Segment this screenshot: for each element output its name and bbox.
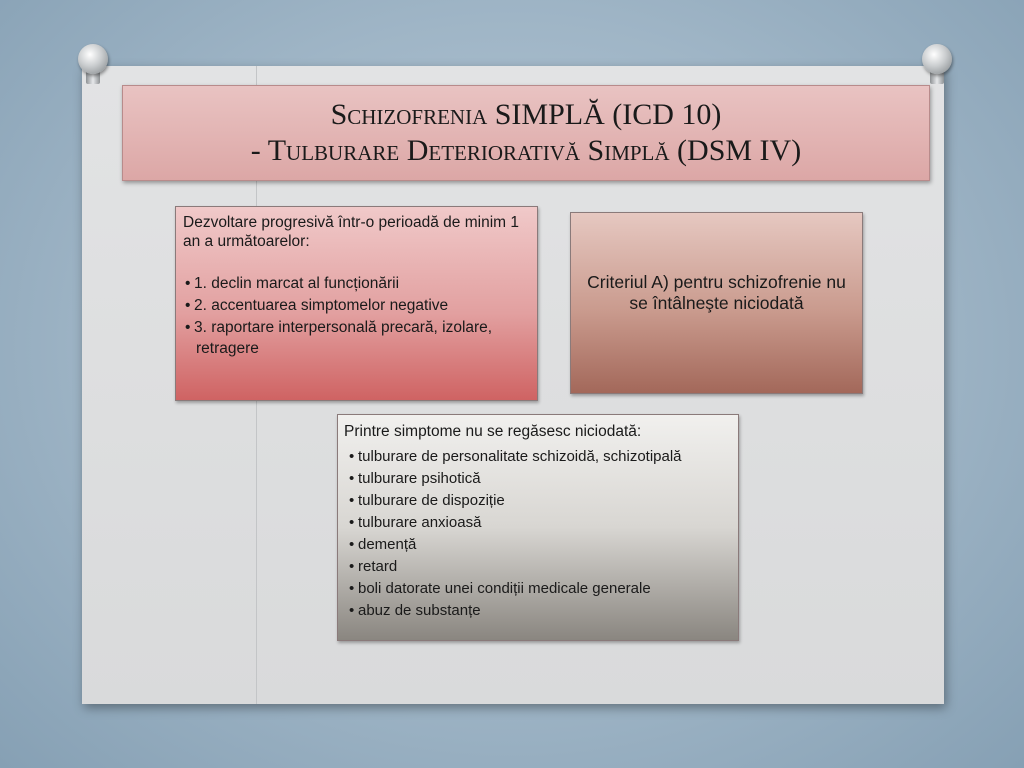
slide-title (122, 85, 930, 181)
list-item: • demență (349, 536, 417, 553)
list-item: • 3. raportare interpersonală precară, izolare, retragere (185, 319, 493, 357)
list-item: • tulburare psihotică (349, 470, 481, 487)
progression-box (175, 206, 538, 401)
progression-list (183, 273, 531, 359)
list-item: • boli datorate unei condiții medicale generale (349, 580, 651, 597)
list-item: • retard (349, 558, 398, 575)
list-item: • tulburare de dispoziție (349, 492, 505, 509)
list-item: • tulburare anxioasă (349, 514, 482, 531)
exclusion-heading: Printre simptome nu se regăsesc niciodată: (344, 423, 642, 440)
criterion-text: Criteriul A) pentru schizofrenie nu se întâlneşte niciodată (587, 272, 846, 313)
title-line-2: - Tulburare Deteriorativă Simplă (DSM IV) (250, 134, 802, 167)
exclusion-box (337, 414, 739, 641)
progression-heading: Dezvoltare progresivă într-o perioadă de minim 1 an a următoarelor: (183, 214, 519, 250)
pin-right-icon (922, 44, 952, 84)
exclusion-list (344, 447, 732, 621)
list-item: • 2. accentuarea simptomelor negative (185, 297, 449, 314)
title-line-1: Schizofrenia SIMPLĂ (ICD 10) (330, 98, 722, 131)
list-item: • tulburare de personalitate schizoidă, schizotipală (349, 448, 682, 465)
pin-left-icon (78, 44, 108, 84)
list-item: • 1. declin marcat al funcționării (185, 275, 400, 292)
criterion-box (570, 212, 863, 394)
list-item: • abuz de substanțe (349, 602, 481, 619)
